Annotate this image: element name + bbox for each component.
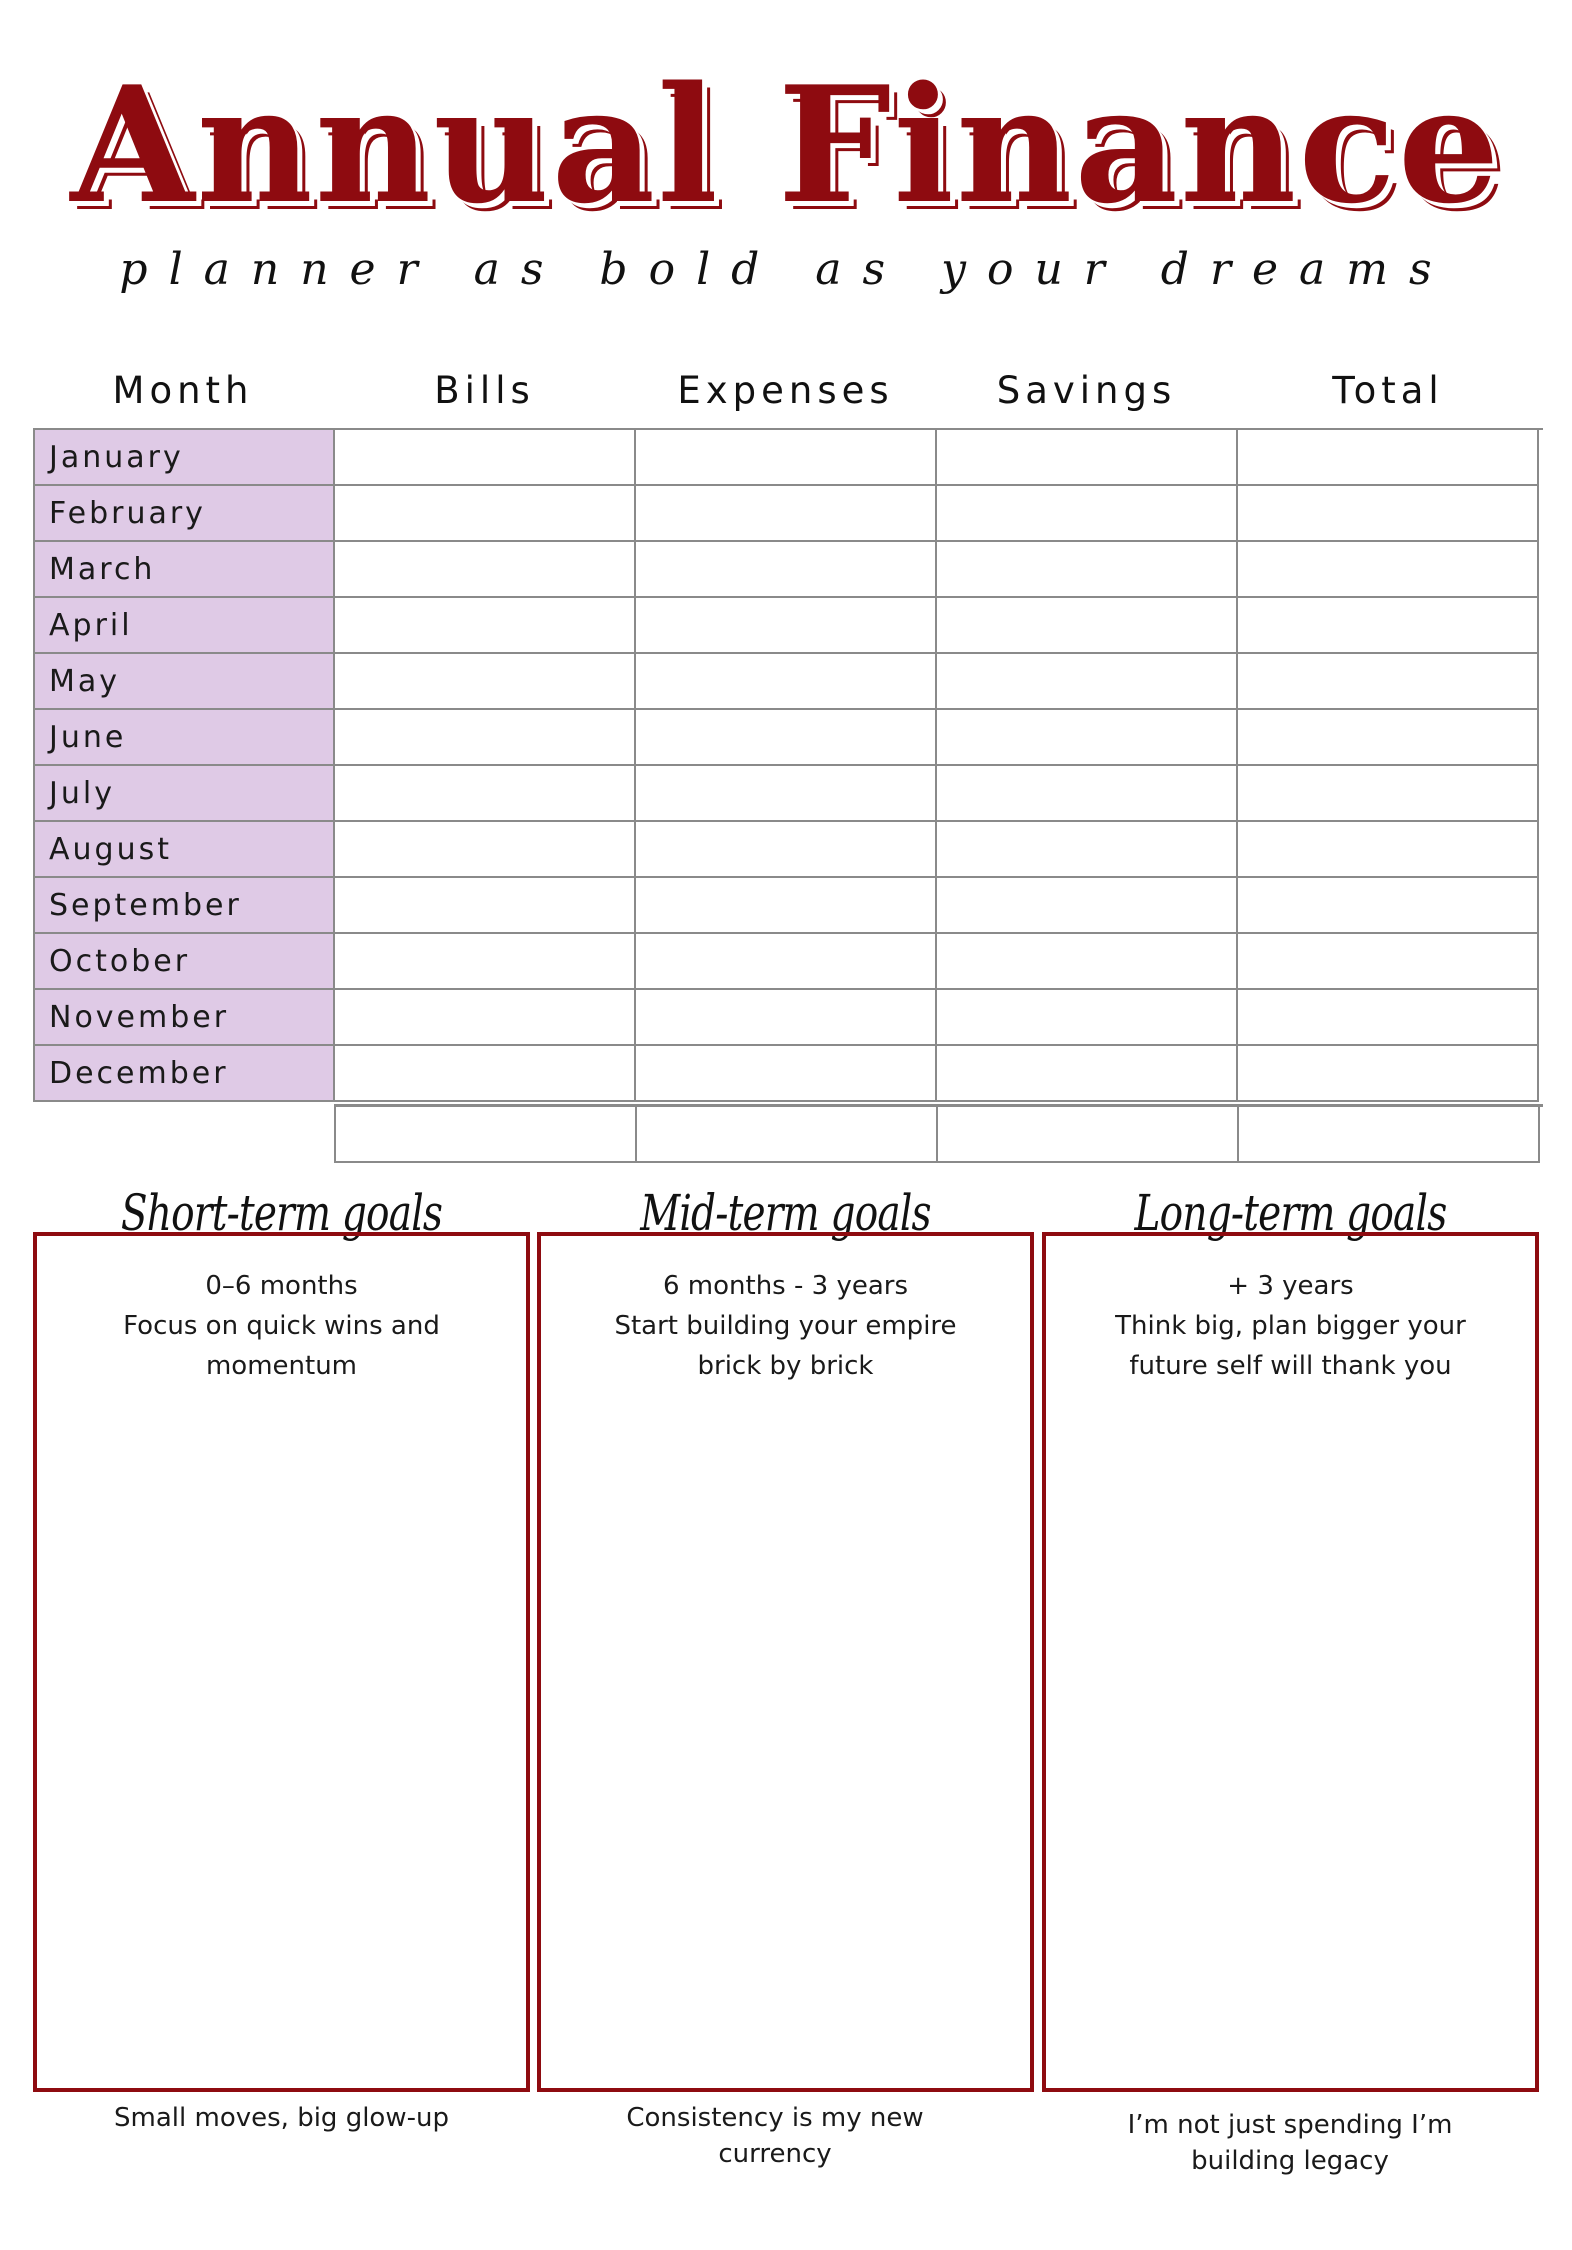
savings-cell[interactable] — [937, 542, 1238, 598]
column-header-month: Month — [112, 369, 254, 412]
savings-cell[interactable] — [937, 878, 1238, 934]
finance-table — [33, 428, 1543, 1102]
bills-cell[interactable] — [335, 934, 636, 990]
goal-range: 0–6 months — [205, 1271, 358, 1301]
bills-cell[interactable] — [335, 654, 636, 710]
grand-total-cell[interactable] — [1239, 1107, 1540, 1163]
expenses-cell[interactable] — [636, 598, 937, 654]
month-label: January — [35, 430, 335, 486]
bills-cell[interactable] — [335, 766, 636, 822]
month-label: June — [35, 710, 335, 766]
total-cell[interactable] — [1238, 766, 1539, 822]
mid-term-heading: Mid-term goals — [640, 1184, 931, 1242]
expenses-cell[interactable] — [636, 766, 937, 822]
month-label: December — [35, 1046, 335, 1102]
expenses-cell[interactable] — [636, 654, 937, 710]
month-label: August — [35, 822, 335, 878]
total-cell[interactable] — [1238, 430, 1539, 486]
month-label: February — [35, 486, 335, 542]
bills-cell[interactable] — [335, 542, 636, 598]
total-cell[interactable] — [1238, 598, 1539, 654]
column-header-bills: Bills — [434, 369, 535, 412]
month-label: September — [35, 878, 335, 934]
savings-cell[interactable] — [937, 934, 1238, 990]
bills-cell[interactable] — [335, 990, 636, 1046]
expenses-cell[interactable] — [636, 710, 937, 766]
total-cell[interactable] — [1238, 710, 1539, 766]
total-cell[interactable] — [1238, 878, 1539, 934]
month-label: July — [35, 766, 335, 822]
savings-cell[interactable] — [937, 430, 1238, 486]
short-term-quote: Small moves, big glow-up — [114, 2103, 449, 2133]
expenses-cell[interactable] — [636, 542, 937, 598]
page-subtitle: planner as bold as your dreams — [119, 244, 1453, 295]
long-term-heading: Long-term goals — [1134, 1184, 1447, 1242]
mid-term-goals-box[interactable] — [537, 1232, 1034, 2092]
total-cell[interactable] — [1238, 1046, 1539, 1102]
column-header-savings: Savings — [996, 369, 1177, 412]
totals-row — [334, 1104, 1543, 1163]
total-cell[interactable] — [1238, 822, 1539, 878]
savings-cell[interactable] — [937, 1046, 1238, 1102]
month-label: May — [35, 654, 335, 710]
goal-range: 6 months - 3 years — [662, 1271, 908, 1301]
expenses-cell[interactable] — [636, 878, 937, 934]
goal-description: Start building your empire brick by brick — [614, 1311, 957, 1381]
bills-cell[interactable] — [335, 430, 636, 486]
short-term-goals-box[interactable] — [33, 1232, 530, 2092]
expenses-cell[interactable] — [636, 934, 937, 990]
savings-cell[interactable] — [937, 822, 1238, 878]
savings-cell[interactable] — [937, 710, 1238, 766]
savings-cell[interactable] — [937, 486, 1238, 542]
bills-cell[interactable] — [335, 878, 636, 934]
column-header-expenses: Expenses — [677, 369, 894, 412]
savings-cell[interactable] — [937, 598, 1238, 654]
goal-description: Focus on quick wins and momentum — [123, 1311, 440, 1381]
expenses-cell[interactable] — [636, 822, 937, 878]
bills-cell[interactable] — [335, 598, 636, 654]
bills-cell[interactable] — [335, 710, 636, 766]
goal-range: + 3 years — [1227, 1271, 1354, 1301]
total-cell[interactable] — [1238, 486, 1539, 542]
page-title: Annual Finance — [70, 51, 1502, 239]
total-cell[interactable] — [1238, 934, 1539, 990]
total-cell[interactable] — [1238, 542, 1539, 598]
month-label: March — [35, 542, 335, 598]
savings-total-cell[interactable] — [938, 1107, 1239, 1163]
mid-term-quote: Consistency is my new currency — [626, 2103, 924, 2169]
bills-cell[interactable] — [335, 1046, 636, 1102]
long-term-quote: I’m not just spending I’m building legacy — [1127, 2110, 1453, 2176]
bills-total-cell[interactable] — [336, 1107, 637, 1163]
expenses-cell[interactable] — [636, 486, 937, 542]
bills-cell[interactable] — [335, 822, 636, 878]
total-cell[interactable] — [1238, 990, 1539, 1046]
savings-cell[interactable] — [937, 654, 1238, 710]
month-label: November — [35, 990, 335, 1046]
expenses-total-cell[interactable] — [637, 1107, 938, 1163]
total-cell[interactable] — [1238, 654, 1539, 710]
bills-cell[interactable] — [335, 486, 636, 542]
expenses-cell[interactable] — [636, 430, 937, 486]
short-term-heading: Short-term goals — [120, 1184, 443, 1242]
savings-cell[interactable] — [937, 766, 1238, 822]
expenses-cell[interactable] — [636, 1046, 937, 1102]
month-label: October — [35, 934, 335, 990]
column-header-total: Total — [1332, 369, 1444, 412]
long-term-goals-box[interactable] — [1042, 1232, 1539, 2092]
goal-description: Think big, plan bigger your future self will thank you — [1115, 1311, 1466, 1381]
month-label: April — [35, 598, 335, 654]
savings-cell[interactable] — [937, 990, 1238, 1046]
expenses-cell[interactable] — [636, 990, 937, 1046]
